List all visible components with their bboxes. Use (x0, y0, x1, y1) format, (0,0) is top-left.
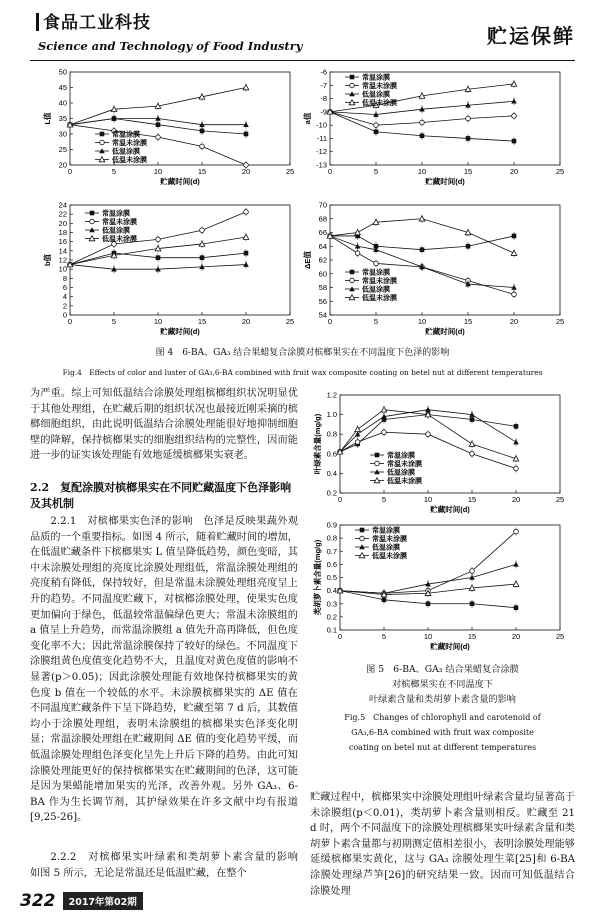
x-tick-label: 10 (417, 317, 427, 326)
chart-l-value (40, 62, 305, 187)
x-tick-label: 15 (197, 167, 207, 176)
legend-label: 常温未涂膜 (362, 83, 397, 90)
x-tick-label: 25 (555, 495, 565, 504)
legend-label: 常温涂膜 (362, 269, 390, 277)
data-point (469, 441, 475, 446)
x-axis-label: 贮藏时间(d) (160, 327, 200, 336)
legend-label: 低温涂膜 (372, 544, 400, 552)
data-point (355, 427, 361, 432)
legend (355, 526, 407, 561)
y-tick-label: -9 (320, 107, 327, 117)
data-point (355, 440, 360, 445)
data-point (381, 407, 387, 412)
data-point (420, 133, 425, 138)
x-tick-label: 20 (509, 317, 519, 326)
x-axis-label: 贮藏时间(d) (160, 177, 200, 186)
y-tick-label: 0.8 (326, 429, 337, 439)
x-tick-label: 0 (67, 167, 73, 176)
y-tick-label: 0.6 (326, 559, 337, 569)
y-tick-label: 0.2 (326, 488, 337, 498)
x-tick-label: 20 (509, 167, 519, 176)
legend-marker (375, 453, 380, 458)
legend-label: 低温未涂膜 (387, 478, 422, 485)
data-point (244, 251, 249, 256)
y-tick-label: 16 (58, 237, 67, 247)
y-tick-label: 20 (58, 218, 67, 228)
section-title: 贮运保鲜 (487, 24, 575, 48)
legend-label: 低温未涂膜 (362, 100, 397, 107)
legend-label: 常温未涂膜 (362, 278, 397, 285)
data-point (420, 247, 425, 252)
y-tick-label: 20 (58, 160, 67, 170)
legend-label: 低温涂膜 (112, 148, 140, 156)
chart-chlorophyll (310, 385, 575, 515)
legend-label: 常温涂膜 (102, 210, 130, 218)
legend-marker (375, 461, 380, 466)
y-tick-label: 14 (58, 246, 67, 256)
legend-label: 常温涂膜 (387, 452, 415, 460)
legend-marker (350, 75, 355, 80)
y-tick-label: 25 (58, 145, 67, 154)
data-point (355, 230, 361, 235)
fig4-caption-en: Fig.4 Effects of color and luster of GA₃,6-BA combined with fruit wax composite coating on betel nut at different temperatures (62, 368, 543, 377)
data-point (244, 132, 249, 137)
y-tick-label: 30 (58, 129, 67, 139)
fig4-caption-cn: 图 4 6-BA、GA₃ 结合果蜡复合涂膜对槟榔果实在不同温度下色泽的影响 (155, 348, 450, 358)
y-tick-label: 0 (62, 310, 67, 320)
left-paragraph-3: 2.2.2 对槟榔果实叶绿素和类胡萝卜素含量的影响 如图 5 所示，无论是常温还是低温贮藏，在整个 (30, 852, 309, 879)
data-point (512, 292, 517, 297)
fig5-caption-en-1: Fig.5 Changes of chlorophyll and carotenoid of (344, 713, 541, 722)
legend-marker (100, 140, 105, 145)
y-tick-label: 68 (318, 214, 327, 224)
legend-marker (350, 270, 355, 275)
y-tick-label: 2 (62, 301, 67, 311)
x-tick-label: 5 (381, 495, 387, 504)
data-point (382, 430, 387, 435)
x-axis-label: 贮藏时间(d) (430, 505, 470, 514)
y-tick-label: 54 (318, 310, 327, 320)
legend (370, 451, 422, 486)
x-tick-label: 0 (327, 167, 333, 176)
data-point (355, 251, 360, 256)
y-tick-label: -10 (316, 120, 327, 130)
x-tick-label: 0 (337, 632, 343, 641)
legend-label: 常温未涂膜 (372, 536, 407, 543)
x-tick-label: 15 (463, 317, 473, 326)
data-point (470, 569, 475, 574)
y-axis-label: ΔE值 (303, 251, 312, 269)
y-axis-label: L值 (43, 112, 52, 125)
x-tick-label: 25 (555, 167, 565, 176)
x-tick-label: 5 (373, 317, 379, 326)
x-tick-label: 25 (285, 317, 295, 326)
y-tick-label: 1.2 (326, 390, 337, 400)
data-point (244, 210, 249, 215)
x-tick-label: 20 (241, 317, 251, 326)
y-tick-label: 1.0 (326, 410, 337, 420)
header-rule (30, 60, 575, 61)
data-point (466, 244, 471, 249)
x-tick-label: 20 (511, 632, 521, 641)
fig5-caption-en-2: GA₃,6-BA combined with fruit wax composite (351, 728, 534, 737)
data-point (374, 261, 379, 266)
chart-b-value (40, 195, 305, 345)
y-tick-label: 10 (58, 264, 67, 274)
data-point (426, 601, 431, 606)
data-point (514, 605, 519, 610)
data-point (200, 255, 205, 260)
data-point (511, 250, 517, 255)
data-point (514, 466, 519, 471)
data-point (200, 228, 205, 233)
legend-label: 常温未涂膜 (102, 219, 137, 226)
data-point (513, 581, 519, 586)
legend-label: 低温涂膜 (362, 286, 390, 294)
y-axis-label: a值 (303, 112, 312, 125)
legend-label: 常温未涂膜 (112, 140, 147, 147)
fig4-caption (30, 347, 575, 379)
fig5-caption-en-3: coating on betel nut at different temperatures (348, 743, 537, 752)
data-point (470, 601, 475, 606)
journal-title-cn: 食品工业科技 (36, 8, 151, 33)
legend-marker (360, 536, 365, 541)
x-tick-label: 10 (153, 317, 163, 326)
legend-marker (90, 219, 95, 224)
y-tick-label: 0.6 (326, 449, 337, 459)
y-tick-label: 24 (58, 200, 67, 210)
chart-delta-e-value (300, 195, 575, 345)
x-axis-label: 贮藏时间(d) (430, 642, 470, 651)
data-point (513, 562, 519, 567)
chart-carotenoid (310, 515, 575, 660)
y-tick-label: -11 (316, 133, 327, 143)
legend-label: 低温未涂膜 (372, 553, 407, 560)
data-point (466, 116, 471, 121)
y-tick-label: 56 (318, 296, 327, 306)
legend (345, 73, 397, 108)
y-tick-label: 66 (318, 228, 327, 237)
data-point (512, 234, 517, 239)
y-tick-label: 50 (58, 67, 67, 77)
x-tick-label: 0 (67, 317, 73, 326)
section-heading-2-2: 2.2 复配涂膜对槟榔果实在不同贮藏温度下色泽影响及其机制 (30, 481, 292, 510)
y-axis-label: b值 (43, 253, 52, 267)
x-tick-label: 10 (423, 632, 433, 641)
x-tick-label: 0 (337, 495, 343, 504)
y-tick-label: 58 (318, 283, 327, 292)
legend-label: 常温涂膜 (362, 74, 390, 82)
y-tick-label: 0.9 (326, 520, 337, 530)
y-tick-label: -6 (320, 67, 327, 77)
data-point (355, 243, 361, 248)
legend (95, 130, 147, 165)
left-paragraph-1: 为严重。综上可知低温结合涂膜处理组槟榔组织状况明显优于其他处理组，在贮藏后期的组织状况也最接近刚采摘的槟榔细胞组织，由此说明低温结合涂膜处理能很好地抑制细胞壁的降解，保持槟榔果实的细胞组织结构的完整性，因而能进一步的证实该处理能有效地延缓槟榔果实衰老。 (30, 388, 298, 462)
data-point (511, 98, 517, 103)
data-point (470, 452, 475, 457)
legend-label: 常温涂膜 (372, 527, 400, 535)
data-point (466, 136, 471, 141)
data-point (243, 85, 249, 90)
x-tick-label: 25 (285, 167, 295, 176)
data-point (156, 237, 161, 242)
x-tick-label: 15 (197, 317, 207, 326)
journal-title-en: Science and Technology of Food Industry (38, 39, 303, 53)
x-tick-label: 5 (111, 317, 117, 326)
x-tick-label: 5 (373, 167, 379, 176)
legend (345, 268, 397, 303)
y-tick-label: 60 (318, 269, 327, 279)
data-point (243, 234, 249, 239)
chart-a-value (300, 62, 575, 187)
y-tick-label: 70 (318, 200, 327, 210)
fig5-caption-cn-2: 对槟榔果实在不同温度下 (391, 679, 494, 690)
data-point (156, 122, 161, 127)
data-point (514, 424, 519, 429)
legend-label: 低温涂膜 (102, 227, 130, 235)
y-tick-label: -8 (320, 94, 327, 104)
data-point (420, 120, 425, 125)
legend-marker (350, 83, 355, 88)
data-point (514, 529, 519, 534)
data-point (156, 135, 161, 140)
legend-marker (90, 211, 95, 216)
data-point (511, 81, 517, 86)
legend-marker (360, 528, 365, 533)
x-axis-label: 贮藏时间(d) (425, 177, 465, 186)
x-tick-label: 20 (511, 495, 521, 504)
x-tick-label: 25 (555, 632, 565, 641)
y-tick-label: 40 (58, 98, 67, 108)
y-tick-label: 0.4 (326, 468, 337, 478)
fig5-caption-cn-3: 叶绿素含量和类胡萝卜素含量的影响 (369, 694, 516, 705)
x-tick-label: 15 (467, 495, 477, 504)
data-point (244, 163, 249, 168)
page-footer (20, 890, 143, 911)
data-point (374, 123, 379, 128)
x-tick-label: 5 (381, 632, 387, 641)
x-tick-label: 10 (153, 167, 163, 176)
y-tick-label: 12 (58, 255, 67, 265)
y-tick-label: -7 (320, 80, 327, 90)
x-tick-label: 10 (417, 167, 427, 176)
y-tick-label: -13 (316, 160, 327, 170)
y-tick-label: 0.4 (326, 586, 337, 596)
page-number: 322 (20, 890, 56, 911)
data-point (512, 114, 517, 119)
y-tick-label: 0.2 (326, 612, 337, 622)
y-tick-label: 62 (318, 255, 327, 265)
y-tick-label: 0.7 (326, 546, 337, 556)
legend-label: 低温未涂膜 (362, 295, 397, 302)
y-tick-label: 0.3 (326, 599, 337, 609)
issue-label: 2017年第02期 (63, 892, 143, 910)
fig5-caption (305, 662, 580, 755)
left-paragraph-2: 2.2.1 对槟榔果实色泽的影响 色泽是反映果蔬外观品质的一个重要指标。如图 4 所示，随着贮藏时间的增加，在低温贮藏条件下槟榔果实 L 值呈降低趋势，颜色变暗，其中未涂膜处理组的亮度比涂膜处理组低，常温涂膜处理组的亮度稍有降低，保持较好，但是常温未涂膜处理组亮度呈上升的趋势。不同温度贮藏下，对槟榔涂膜处理，使果实色度更加偏向于绿色，低温较常温偏绿色更大；常温未涂膜组的 a 值呈上升趋势，而常温涂膜组 a 值先升高再降低，但色度变化率不大；因此常温涂膜保持了较好的绿色。不同温度下涂膜组黄色度值变化趋势不大，且温度对黄色度值的影响不显著(p＞0.05)；因此涂膜处理能有效地保持槟榔果实的黄色度 b 值在一个较低的水平。未涂膜槟榔果实的 ΔE 值在不同温度贮藏条件下呈下降趋势，贮藏至第 7 d 后，其数值均小于涂膜处理组，表明未涂膜组的槟榔果实色泽变化明显；常温涂膜处理组在贮藏期间 ΔE 值的变化趋势平缓，而低温涂膜处理组色泽变化呈先上升后下降的趋势。由此可知涂膜处理能更好的保持槟榔果实在贮藏期间的色泽，这可能是因为果蜡能增加果实的光泽，改善外观。另外 GA₃、6-BA 作为生长调节剂，其护绿效果在许多文献中均有报道[9,25-26]。 (30, 516, 298, 824)
y-tick-label: 6 (62, 283, 67, 292)
page-header (30, 6, 575, 62)
y-tick-label: 0.5 (326, 573, 337, 582)
y-axis-label: 类胡萝卜素含量(mg/g) (313, 539, 322, 616)
y-tick-label: 64 (318, 241, 327, 251)
y-tick-label: 18 (58, 228, 67, 237)
data-point (513, 439, 519, 444)
legend-marker (350, 278, 355, 283)
y-tick-label: -12 (316, 147, 327, 157)
x-tick-label: 15 (463, 167, 473, 176)
y-tick-label: 0.8 (326, 533, 337, 543)
data-point (200, 144, 205, 149)
data-point (512, 139, 517, 144)
x-tick-label: 5 (111, 167, 117, 176)
series-line (70, 125, 246, 165)
legend-label: 低温未涂膜 (112, 157, 147, 164)
y-tick-label: 45 (58, 83, 67, 92)
x-tick-label: 25 (555, 317, 565, 326)
x-tick-label: 15 (467, 632, 477, 641)
y-tick-label: 8 (62, 273, 67, 283)
y-axis-label: 叶绿素含量(mg/g) (313, 413, 322, 475)
legend-label: 常温未涂膜 (387, 461, 422, 468)
x-tick-label: 20 (241, 167, 251, 176)
data-point (374, 129, 379, 134)
x-tick-label: 0 (327, 317, 333, 326)
fig5-caption-cn-1: 图 5 6-BA、GA₃ 结合果蜡复合涂膜 (366, 664, 519, 675)
x-axis-label: 贮藏时间(d) (425, 327, 465, 336)
legend-label: 常温涂膜 (112, 131, 140, 139)
x-tick-label: 10 (423, 495, 433, 504)
data-point (426, 432, 431, 437)
legend (85, 209, 137, 244)
y-tick-label: 0.1 (326, 625, 337, 635)
y-tick-label: 35 (58, 114, 67, 123)
legend-label: 低温涂膜 (387, 469, 415, 477)
y-tick-label: 22 (58, 209, 67, 219)
legend-label: 低温涂膜 (362, 91, 390, 99)
y-tick-label: 4 (62, 292, 67, 302)
right-paragraph: 贮藏过程中，槟榔果实中涂膜处理组叶绿素含量均显著高于未涂膜组(p＜0.01)，类胡萝卜素含量则相反。贮藏至 21 d 时，两个不同温度下的涂膜处理槟榔果实叶绿素含量和类胡萝卜素含量都与初期测定值相差很小，表明涂膜处理能够延缓槟榔果实黄化，这与 GA₃ 涂膜处理生菜[25]和 6-BA 涂膜处理绿芦笋[26]的研究结果一致。因而可知低温结合涂膜处理 (310, 792, 575, 897)
legend-marker (100, 132, 105, 137)
data-point (200, 129, 205, 134)
data-point (156, 255, 161, 260)
legend-label: 低温未涂膜 (102, 236, 137, 243)
